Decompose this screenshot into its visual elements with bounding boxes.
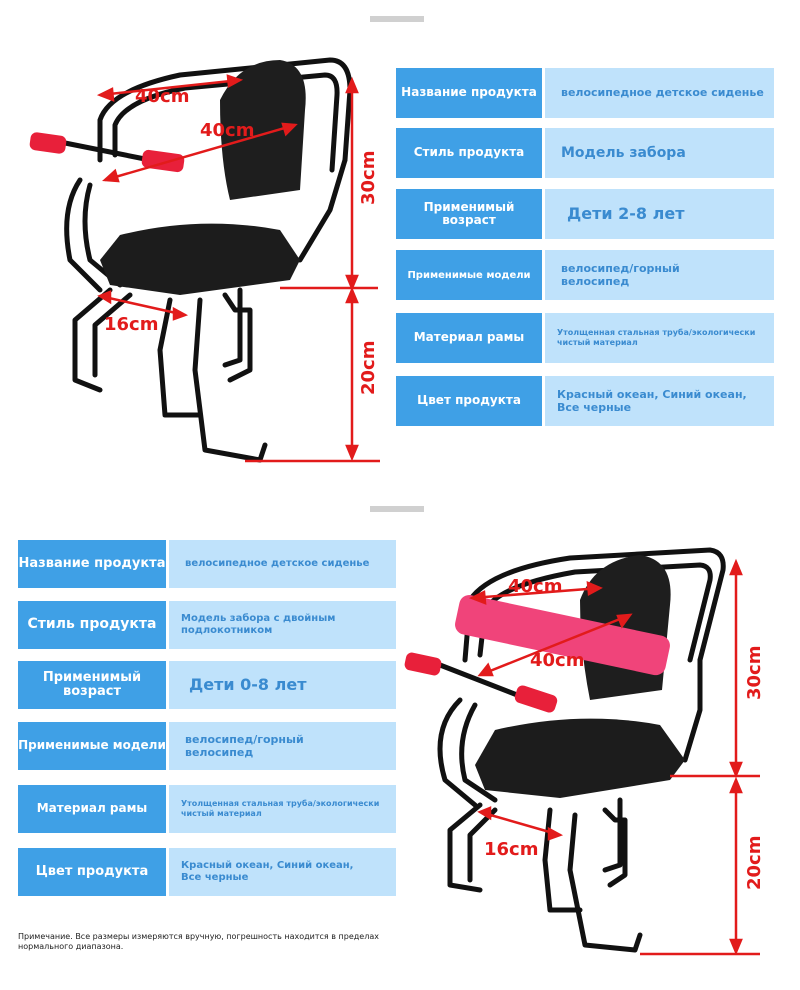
top-dim-width-seat: 40cm — [200, 120, 255, 141]
bottom-spec-row-models — [18, 722, 396, 770]
bottom-spec-row-age — [18, 661, 396, 709]
bottom-spec-label-age: Применимый возраст — [18, 661, 166, 709]
top-dim-leg-spacing: 16cm — [104, 314, 159, 335]
bottom-spec-label-name: Название продукта — [18, 540, 166, 588]
top-spec-row-name — [396, 68, 774, 118]
top-spec-label-models: Применимые модели — [396, 250, 542, 300]
seat-cushion — [100, 224, 300, 295]
bottom-spec-value-color: Красный океан, Синий океан, Все черные — [169, 848, 396, 896]
bottom-spec-row-name — [18, 540, 396, 588]
middle-separator — [370, 506, 424, 512]
bottom-spec-row-style — [18, 601, 396, 649]
top-dim-height-lower: 20cm — [358, 340, 379, 395]
left-grip — [29, 132, 67, 155]
bottom-spec-value-name: велосипедное детское сиденье — [169, 540, 396, 588]
bottom-dim-width-back: 40cm — [508, 576, 563, 597]
bottom-dim-height-lower: 20cm — [744, 835, 765, 890]
top-spec-label-material: Материал рамы — [396, 313, 542, 363]
bottom-spec-row-material — [18, 785, 396, 833]
top-spec-label-style: Стиль продукта — [396, 128, 542, 178]
bottom-spec-value-material: Утолщенная стальная труба/экологически чистый материал — [169, 785, 396, 833]
bottom-spec-value-style: Модель забора с двойным подлокотником — [169, 601, 396, 649]
bottom-dim-width-seat: 40cm — [530, 650, 585, 671]
measurement-note: Примечание. Все размеры измеряются вручную, погрешность находится в пределах нормального диапазона. — [18, 932, 379, 952]
top-spec-value-name: велосипедное детское сиденье — [545, 68, 774, 118]
seat-cushion-bottom — [475, 719, 685, 798]
bottom-spec-value-age: Дети 0-8 лет — [169, 661, 396, 709]
bottom-spec-label-models: Применимые модели — [18, 722, 166, 770]
bottom-spec-label-color: Цвет продукта — [18, 848, 166, 896]
bottom-spec-row-color — [18, 848, 396, 896]
top-spec-value-style: Модель забора — [545, 128, 774, 178]
top-dim-height-upper: 30cm — [358, 150, 379, 205]
top-chair-illustration — [0, 20, 390, 490]
bottom-spec-label-material: Материал рамы — [18, 785, 166, 833]
left-grip-bottom — [404, 651, 443, 676]
bottom-dim-height-upper: 30cm — [744, 645, 765, 700]
top-spec-row-models — [396, 250, 774, 300]
bottom-spec-value-models: велосипед/горный велосипед — [169, 722, 396, 770]
top-spec-row-style — [396, 128, 774, 178]
right-grip-bottom — [513, 684, 559, 714]
top-spec-row-color — [396, 376, 774, 426]
top-spec-value-models: велосипед/горный велосипед — [545, 250, 774, 300]
top-spec-row-material — [396, 313, 774, 363]
top-spec-label-name: Название продукта — [396, 68, 542, 118]
top-spec-label-color: Цвет продукта — [396, 376, 542, 426]
top-spec-value-color: Красный океан, Синий океан, Все черные — [545, 376, 774, 426]
bottom-dim-leg-spacing: 16cm — [484, 839, 539, 860]
top-spec-value-material: Утолщенная стальная труба/экологически чистый материал — [545, 313, 774, 363]
top-dim-width-back: 40cm — [135, 86, 190, 107]
top-spec-value-age: Дети 2-8 лет — [545, 189, 774, 239]
bottom-spec-label-style: Стиль продукта — [18, 601, 166, 649]
top-spec-label-age: Применимый возраст — [396, 189, 542, 239]
right-grip — [141, 149, 185, 173]
bottom-chair-illustration — [400, 530, 790, 970]
top-spec-row-age — [396, 189, 774, 239]
